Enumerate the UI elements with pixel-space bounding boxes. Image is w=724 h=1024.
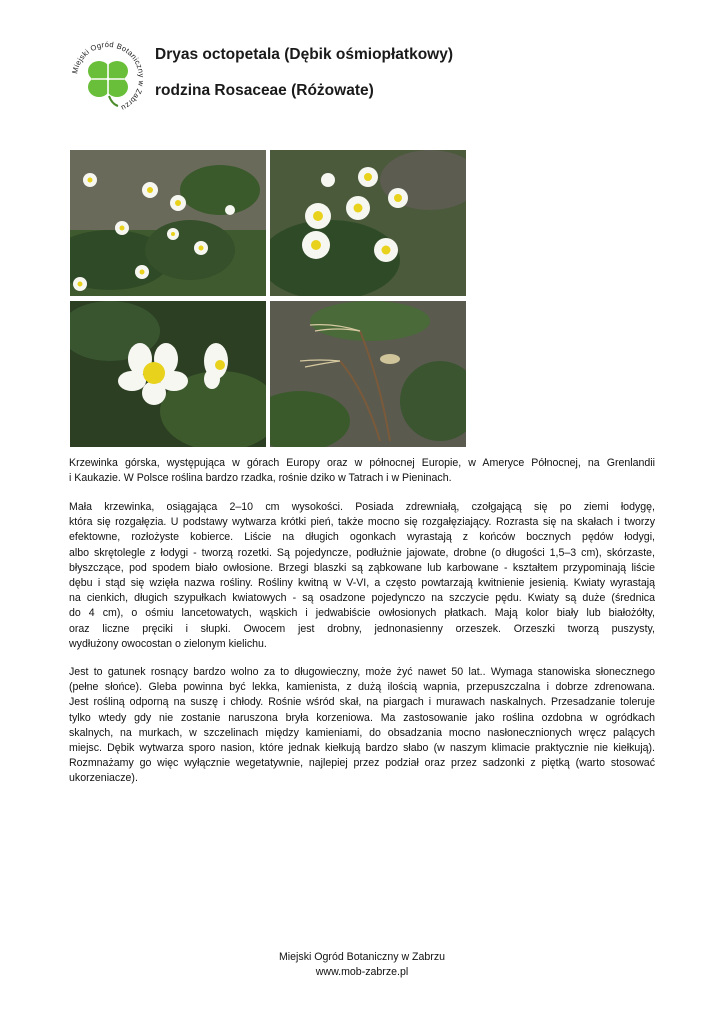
text-line: (pełne słońce). Gleba powinna być lekka, kamienista, z dużą ilością wapnia, przepuszczalna i dobrze zdrenowana.: [69, 681, 655, 694]
text-line: oraz liczne pręciki i słupki. Owocem jest drobny, jednonasienny orzeszek. Orzeszki tworzą puszysty,: [69, 622, 655, 635]
text-line: Krzewinka górska, występująca w górach Europy oraz w północnej Europie, w Ameryce Północnej, na Grenlandii: [69, 457, 655, 469]
page-subtitle-family: rodzina Rosaceae (Różowate): [155, 82, 374, 99]
text-line: miejsc. Dębik wytwarza sporo nasion, które jednak kiełkują bardzo słabo (w naszym klimacie praktycznie nie kiełkują).: [69, 742, 655, 755]
description-paragraph: [69, 500, 655, 652]
botanical-garden-logo: [68, 38, 148, 118]
text-line: Jest rośliną odporną na suszę i chłody. Rośnie wśród skał, na piargach i murawach naskalnych. Przesadzanie toleruje: [69, 696, 655, 709]
text-line: wydłużony owocostan o zielonym kielichu.: [69, 637, 267, 650]
page-title: Dryas octopetala (Dębik ośmiopłatkowy): [155, 46, 454, 63]
text-line: skalnych, na murkach, w szczelinach między kamieniami, do obsadzania mocno nasłonecznionych wręcz palących: [69, 726, 655, 739]
text-line: tylko wtedy gdy nie zostanie naruszona bryła korzeniowa. Ma zastosowanie jako roślina ozdobna w ogródkach: [69, 711, 655, 724]
text-line: Jest to gatunek rosnący bardzo wolno za to długowieczny, może żyć nawet 50 lat.. Wymaga stanowiska słonecznego: [69, 666, 655, 678]
text-line: dębu i stąd się wzięła nazwa rośliny. Rośliny kwitną w V-VI, a często powtarzają kwitnienie jesienią. Kwiaty wyrastają: [69, 577, 655, 590]
text-line: błyszczące, pod spodem biało owłosione. Brzegi blaszki są ząbkowane lub karbowane - kształtem przypominają liście: [69, 561, 655, 574]
text-line: która się rozgałęzia. U podstawy wytwarza krótki pień, także mocno się rozgałęziający. Rozrasta się na skałach i tworzy: [69, 516, 655, 529]
text-line: i Kaukazie. W Polsce roślina bardzo rzadka, rośnie dziko w Tatrach i w Pieninach.: [69, 472, 452, 485]
photo-dryas-flowers-closeup: [270, 150, 466, 296]
text-line: albo skrętolegle z łodygi - tworzą rozetki. Są pojedyncze, podłużnie jajowate, drobne (o długości 1,5–3 cm), skórzaste,: [69, 546, 655, 559]
text-line: Mała krzewinka, osiągająca 2–10 cm wysokości. Posiada zdrewniałą, czołgającą się po ziemi łodygę,: [69, 501, 655, 513]
clover-icon: [88, 61, 128, 106]
text-line: do 4 cm), o ośmiu lancetowatych, wąskich i jedwabiście owłosionych płatkach. Mają kolor biały lub białożółty,: [69, 607, 655, 620]
photo-dryas-single-flower: [70, 301, 266, 447]
svg-text:Miejski Ogród Botaniczny w Zab: Miejski Ogród Botaniczny w Zabrzu: [70, 39, 147, 113]
text-line: na cienkich, długich szypułkach kwiatowych - są osadzone pojedynczo na szczycie pędu. Kwiaty są duże (średnica: [69, 592, 655, 605]
intro-paragraph: [69, 456, 655, 486]
photo-dryas-seedheads: [270, 301, 466, 447]
footer-organization: Miejski Ogród Botaniczny w Zabrzu: [278, 951, 446, 963]
photo-dryas-carpet: [70, 150, 266, 296]
cultivation-paragraph: [69, 665, 655, 787]
text-line: efektowne, rozłożyste kobierce. Liście na długich ogonkach wyrastają z końców bocznych pędów łodygi,: [69, 531, 655, 544]
text-line: Rozmnażamy go więc wyłącznie wegetatywnie, najlepiej przez podział oraz przez sadzonki z piętką (warto stosować: [69, 757, 655, 770]
text-line: ukorzeniacze).: [69, 772, 138, 785]
footer-website-link[interactable]: www.mob-zabrze.pl: [315, 966, 409, 978]
